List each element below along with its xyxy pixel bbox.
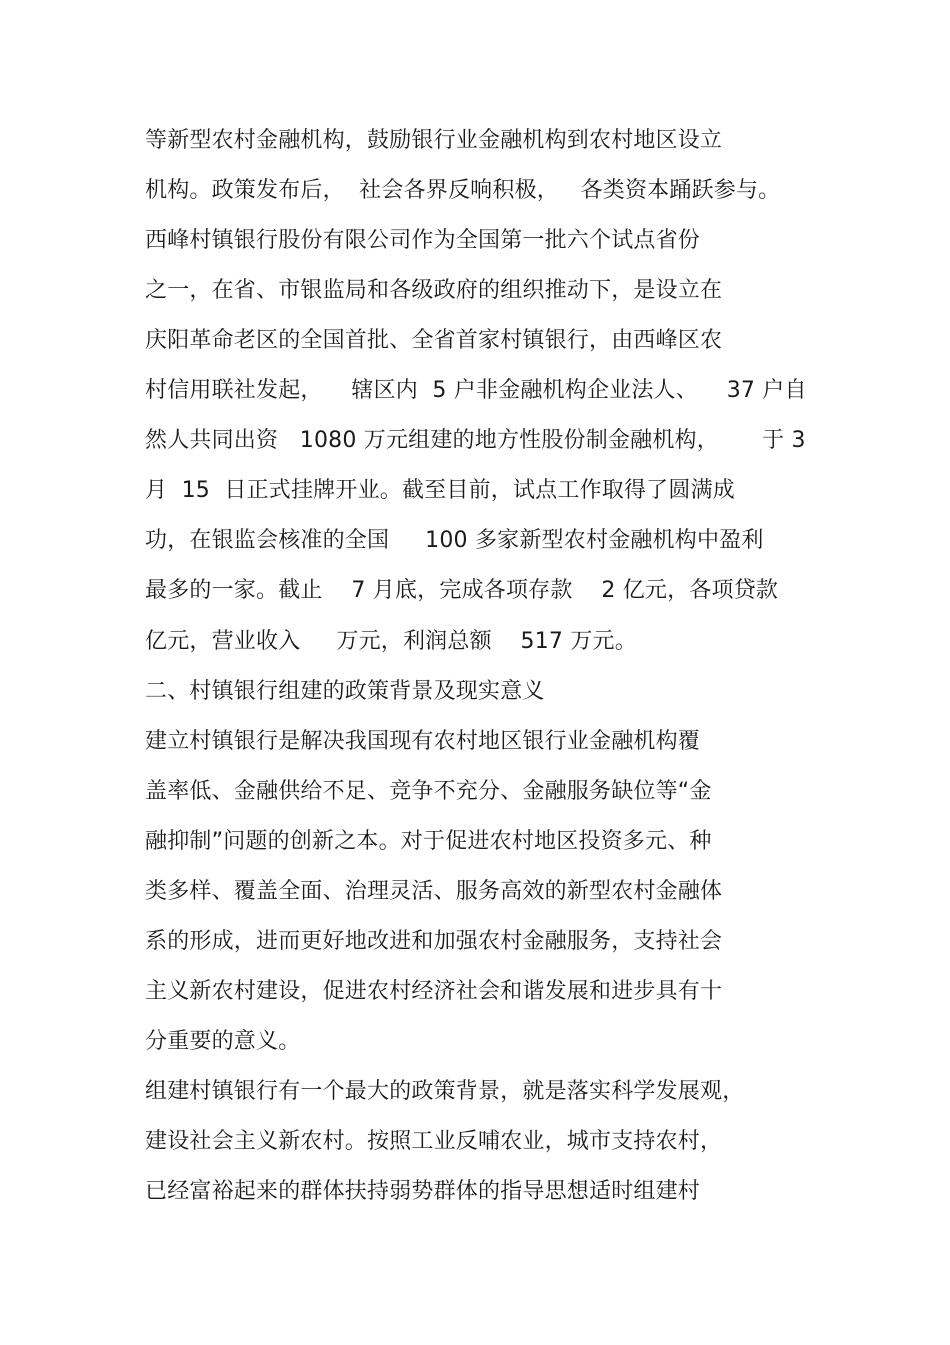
- text-line: 融抑制”问题的创新之本。对于促进农村地区投资多元、种: [145, 829, 712, 854]
- text-line: 亿元，营业收入 万元，利润总额 517 万元。: [145, 629, 637, 654]
- document-body: [145, 116, 935, 1217]
- text-line: 月 15 日正式挂牌开业。截至目前，试点工作取得了圆满成: [145, 478, 735, 503]
- text-line: 最多的一家。截止 7 月底，完成各项存款 2 亿元，各项贷款: [145, 578, 779, 603]
- text-line: 机构。政策发布后， 社会各界反响积极， 各类资本踊跃参与。: [145, 178, 781, 203]
- text-line: 类多样、覆盖全面、治理灵活、服务高效的新型农村金融体: [145, 879, 723, 904]
- text-line: 西峰村镇银行股份有限公司作为全国第一批六个试点省份: [145, 228, 701, 253]
- text-line: 之一，在省、市银监局和各级政府的组织推动下，是设立在: [145, 278, 723, 303]
- section-heading: 二、村镇银行组建的政策背景及现实意义: [145, 679, 545, 704]
- text-line: 建设社会主义新农村。按照工业反哺农业，城市支持农村，: [145, 1129, 723, 1154]
- text-line: 分重要的意义。: [145, 1029, 301, 1054]
- text-line: 然人共同出资 1080 万元组建的地方性股份制金融机构， 于 3: [145, 428, 806, 453]
- text-line: 建立村镇银行是解决我国现有农村地区银行业金融机构覆: [145, 729, 701, 754]
- text-line: 等新型农村金融机构，鼓励银行业金融机构到农村地区设立: [145, 128, 723, 153]
- text-line: 功，在银监会核准的全国 100 多家新型农村金融机构中盈利: [145, 528, 764, 553]
- text-line: 村信用联社发起， 辖区内 5 户非金融机构企业法人、 37 户自: [145, 378, 807, 403]
- text-line: 庆阳革命老区的全国首批、全省首家村镇银行，由西峰区农: [145, 328, 723, 353]
- text-line: 已经富裕起来的群体扶持弱势群体的指导思想适时组建村: [145, 1179, 701, 1204]
- text-line: 主义新农村建设，促进农村经济社会和谐发展和进步具有十: [145, 979, 723, 1004]
- text-line: 系的形成，进而更好地改进和加强农村金融服务，支持社会: [145, 929, 723, 954]
- text-line: 盖率低、金融供给不足、竞争不充分、金融服务缺位等“金: [145, 779, 712, 804]
- text-line: 组建村镇银行有一个最大的政策背景，就是落实科学发展观，: [145, 1079, 745, 1104]
